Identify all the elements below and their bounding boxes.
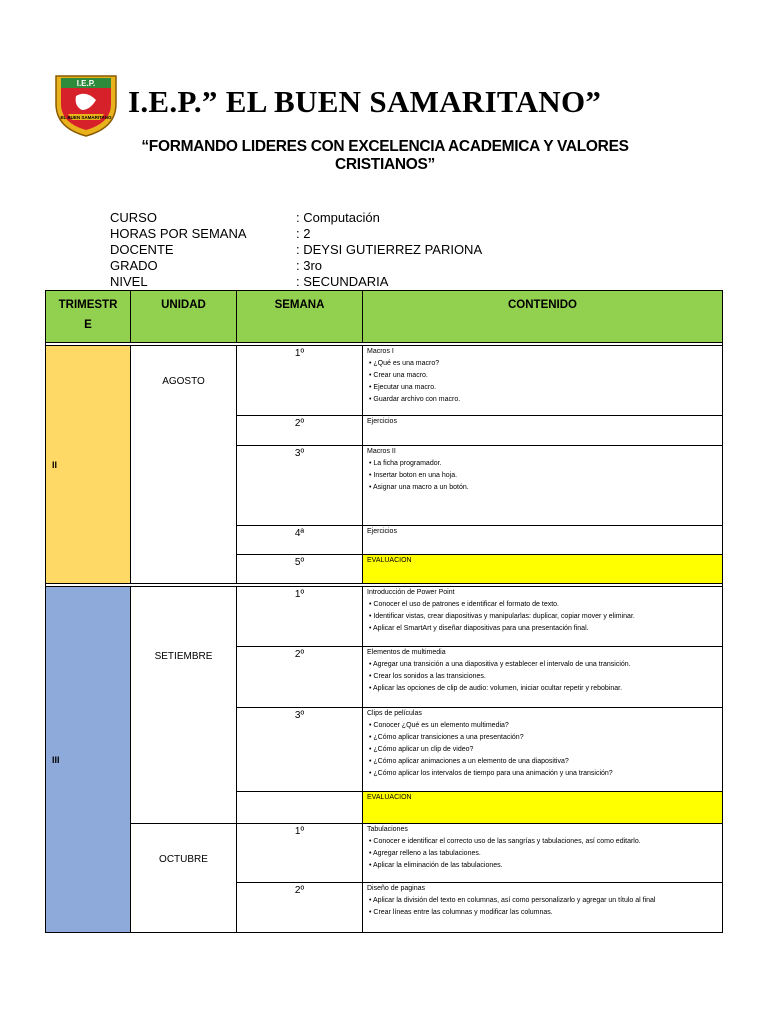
header-semana: SEMANA bbox=[237, 291, 363, 343]
unidad-label: OCTUBRE bbox=[159, 854, 208, 865]
header-contenido: CONTENIDO bbox=[363, 291, 723, 343]
info-value: : 2 bbox=[296, 226, 311, 241]
school-motto bbox=[120, 138, 650, 174]
header-trimestre bbox=[46, 291, 131, 343]
info-row-horas bbox=[110, 226, 510, 242]
school-crest-logo bbox=[52, 70, 120, 138]
contenido-item: • Conocer ¿Qué es un elemento multimedia? bbox=[369, 722, 509, 729]
info-value: : DEYSI GUTIERREZ PARIONA bbox=[296, 242, 483, 257]
curriculum-table bbox=[45, 290, 723, 933]
contenido-title: Macros I bbox=[367, 348, 394, 355]
header-trimestre-b: E bbox=[84, 319, 92, 331]
info-row-curso bbox=[110, 210, 510, 226]
unidad-label: AGOSTO bbox=[162, 376, 205, 387]
contenido-title: Tabulaciones bbox=[367, 826, 408, 833]
motto-line-1: “FORMANDO LIDERES CON EXCELENCIA ACADEMICA Y VALORES bbox=[141, 138, 629, 155]
header-trimestre-a: TRIMESTR bbox=[58, 299, 118, 311]
trimestre-ii-cell: II bbox=[46, 346, 131, 584]
contenido-item: • ¿Cómo aplicar los intervalos de tiempo para una animación y una transición? bbox=[369, 770, 613, 777]
contenido-item: • ¿Cómo aplicar animaciones a un elemento de una diapositiva? bbox=[369, 758, 569, 765]
info-value: : Computación bbox=[296, 210, 380, 225]
header-unidad: UNIDAD bbox=[131, 291, 237, 343]
contenido-item: • ¿Qué es una macro? bbox=[369, 360, 440, 367]
contenido-item: • Conocer el uso de patrones e identificar el formato de texto. bbox=[369, 601, 560, 608]
document-header bbox=[0, 0, 768, 200]
svg-text:EL BUEN SAMARITANO: EL BUEN SAMARITANO bbox=[60, 115, 112, 120]
contenido-item: • Aplicar la división del texto en columnas, así como personalizarlo y agregar un título al final bbox=[369, 897, 656, 904]
semana-cell: 5º bbox=[237, 555, 363, 584]
contenido-item: • La ficha programador. bbox=[369, 460, 442, 467]
semana-cell: 1º bbox=[237, 587, 363, 647]
contenido-item: • ¿Cómo aplicar un clip de video? bbox=[369, 746, 474, 753]
table-row bbox=[46, 824, 723, 883]
semana-cell bbox=[237, 792, 363, 824]
info-label: GRADO bbox=[110, 258, 158, 273]
contenido-item: • Agregar una transición a una diapositiva y establecer el intervalo de una transición. bbox=[369, 661, 631, 668]
info-label: DOCENTE bbox=[110, 242, 174, 257]
contenido-item: • Aplicar la eliminación de las tabulaciones. bbox=[369, 862, 503, 869]
unidad-setiembre-cell bbox=[131, 587, 237, 824]
info-row-docente bbox=[110, 242, 510, 258]
contenido-title: Clips de películas bbox=[367, 710, 422, 717]
trimestre-iii-cell: III bbox=[46, 587, 131, 933]
info-value: : 3ro bbox=[296, 258, 323, 273]
course-info bbox=[110, 210, 510, 290]
contenido-title: Ejercicios bbox=[367, 528, 397, 535]
info-value: : SECUNDARIA bbox=[296, 274, 389, 289]
info-label: HORAS POR SEMANA bbox=[110, 226, 247, 241]
semana-cell: 1º bbox=[237, 824, 363, 883]
contenido-title: Ejercicios bbox=[367, 418, 397, 425]
table-row bbox=[46, 587, 723, 647]
semana-cell: 2º bbox=[237, 883, 363, 933]
contenido-title: Macros II bbox=[367, 448, 396, 455]
semana-cell: 3º bbox=[237, 446, 363, 526]
table-row bbox=[46, 346, 723, 416]
contenido-item: • Insertar boton en una hoja. bbox=[369, 472, 458, 479]
info-row-grado bbox=[110, 258, 510, 274]
contenido-title: Introducción de Power Point bbox=[367, 589, 455, 596]
contenido-cell bbox=[363, 647, 723, 708]
unidad-agosto-cell bbox=[131, 346, 237, 584]
unidad-octubre-cell bbox=[131, 824, 237, 933]
semana-cell: 4ª bbox=[237, 526, 363, 555]
contenido-cell bbox=[363, 416, 723, 446]
contenido-title: EVALUACION bbox=[367, 557, 412, 564]
contenido-item: • Crear líneas entre las columnas y modificar las columnas. bbox=[369, 909, 553, 916]
semana-cell: 1º bbox=[237, 346, 363, 416]
contenido-cell bbox=[363, 824, 723, 883]
evaluacion-cell bbox=[363, 555, 723, 584]
contenido-cell bbox=[363, 526, 723, 555]
contenido-cell bbox=[363, 346, 723, 416]
contenido-cell bbox=[363, 446, 723, 526]
contenido-cell bbox=[363, 883, 723, 933]
info-row-nivel bbox=[110, 274, 510, 290]
contenido-item: • Crear los sonidos a las transiciones. bbox=[369, 673, 486, 680]
contenido-item: • Conocer e identificar el correcto uso de las sangrías y tabulaciones, así como editarlo. bbox=[369, 838, 641, 845]
contenido-item: • Aplicar las opciones de clip de audio: volumen, iniciar ocultar repetir y rebobinar. bbox=[369, 685, 623, 692]
contenido-title: Elementos de multimedia bbox=[367, 649, 446, 656]
contenido-item: • Asignar una macro a un botón. bbox=[369, 484, 469, 491]
contenido-item: • Guardar archivo con macro. bbox=[369, 396, 461, 403]
contenido-item: • ¿Cómo aplicar transiciones a una presentación? bbox=[369, 734, 524, 741]
contenido-title: Diseño de paginas bbox=[367, 885, 425, 892]
svg-text:I.E.P.: I.E.P. bbox=[76, 79, 96, 88]
info-label: CURSO bbox=[110, 210, 157, 225]
contenido-item: • Identificar vistas, crear diapositivas y manipularlas: duplicar, copiar mover y eliminar. bbox=[369, 613, 635, 620]
table-header-row bbox=[46, 291, 723, 343]
info-label: NIVEL bbox=[110, 274, 148, 289]
evaluacion-cell bbox=[363, 792, 723, 824]
contenido-cell bbox=[363, 587, 723, 647]
semana-cell: 3º bbox=[237, 708, 363, 792]
contenido-item: • Crear una macro. bbox=[369, 372, 428, 379]
unidad-label: SETIEMBRE bbox=[154, 651, 213, 662]
contenido-item: • Aplicar el SmartArt y diseñar diapositivas para una presentación final. bbox=[369, 625, 589, 632]
contenido-cell bbox=[363, 708, 723, 792]
contenido-item: • Ejecutar una macro. bbox=[369, 384, 437, 391]
semana-cell: 2º bbox=[237, 647, 363, 708]
contenido-item: • Agregar relleno a las tabulaciones. bbox=[369, 850, 481, 857]
contenido-title: EVALUACION bbox=[367, 794, 412, 801]
motto-line-2: CRISTIANOS” bbox=[334, 156, 436, 173]
school-title: I.E.P.” EL BUEN SAMARITANO” bbox=[128, 84, 602, 119]
semana-cell: 2º bbox=[237, 416, 363, 446]
